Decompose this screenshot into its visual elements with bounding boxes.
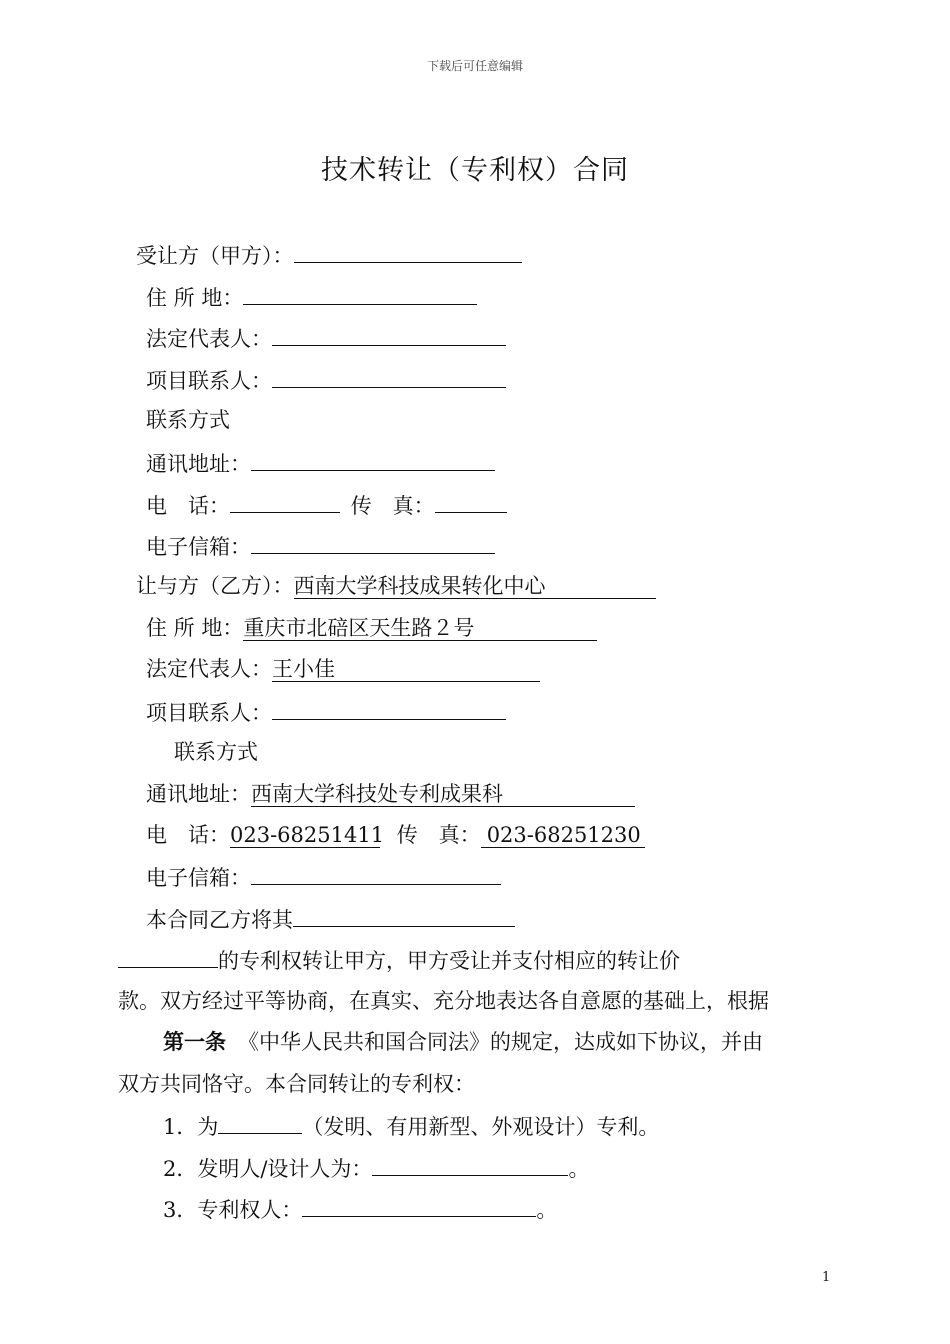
- party-b-legal-rep-label: 法定代表人：: [146, 657, 272, 681]
- patent-subject-field-cont[interactable]: [118, 945, 218, 968]
- party-a-address-line: [146, 282, 477, 312]
- party-b-name[interactable]: 西南大学科技成果转化中心: [294, 574, 656, 599]
- party-a-name-field[interactable]: [294, 240, 522, 263]
- party-a-address-label: 住 所 地：: [146, 286, 244, 310]
- party-a-project-contact-label: 项目联系人：: [146, 369, 272, 393]
- party-a-phone-line: [146, 490, 507, 520]
- party-b-phone-line: [146, 821, 645, 849]
- party-b-email-line: [146, 862, 501, 892]
- party-b-address[interactable]: 重庆市北碚区天生路２号: [243, 616, 597, 641]
- party-a-email-line: [146, 531, 495, 561]
- document-title: 技术转让（专利权）合同: [321, 155, 629, 186]
- party-b-line: [136, 572, 656, 600]
- party-b-mailing-label: 通讯地址：: [146, 782, 251, 806]
- item-1-prefix: 1．为: [163, 1115, 219, 1139]
- party-a-address-field[interactable]: [243, 282, 477, 305]
- party-a-mailing-field[interactable]: [251, 448, 495, 471]
- item-2-prefix: 2．发明人/设计人为：: [163, 1157, 373, 1181]
- page-header: 下载后可任意编辑: [426, 59, 523, 73]
- party-a-project-contact-field[interactable]: [272, 365, 506, 388]
- party-a-phone-label: 电 话：: [146, 494, 230, 518]
- item-1: [163, 1111, 659, 1141]
- party-b-mailing-line: [146, 780, 635, 808]
- party-a-contact-method: 联系方式: [146, 408, 230, 432]
- patent-holder-field[interactable]: [302, 1194, 536, 1217]
- party-b-legal-rep-line: [146, 655, 540, 683]
- party-b-project-contact-field[interactable]: [272, 697, 506, 720]
- party-a-legal-rep-label: 法定代表人：: [146, 327, 272, 351]
- party-b-mailing-address[interactable]: 西南大学科技处专利成果科: [251, 782, 635, 807]
- item-3-suffix: 。: [536, 1198, 558, 1222]
- party-b-legal-rep[interactable]: 王小佳: [272, 657, 540, 682]
- item-2: [163, 1153, 589, 1183]
- party-a-phone-field[interactable]: [230, 490, 340, 513]
- inventor-field[interactable]: [372, 1153, 568, 1176]
- party-b-email-label: 电子信箱：: [146, 866, 251, 890]
- body-p1-line2: 的专利权转让甲方，甲方受让并支付相应的转让价: [218, 949, 680, 973]
- party-a-label: 受让方（甲方）：: [136, 244, 294, 268]
- party-a-line: [136, 240, 522, 270]
- body-line-3: 款。双方经过平等协商，在真实、充分地表达各自意愿的基础上，根据: [118, 989, 769, 1013]
- party-a-fax-field[interactable]: [435, 490, 507, 513]
- party-a-mailing-line: [146, 448, 495, 478]
- body-line-4: [163, 1028, 763, 1056]
- party-a-email-field[interactable]: [251, 531, 495, 554]
- party-b-address-label: 住 所 地：: [146, 616, 244, 640]
- item-2-suffix: 。: [568, 1157, 590, 1181]
- party-a-legal-rep-field[interactable]: [272, 323, 506, 346]
- body-p1-line4: 《中华人民共和国合同法》的规定，达成如下协议，并由: [238, 1030, 763, 1054]
- body-line-2: [118, 945, 680, 975]
- party-b-project-contact-label: 项目联系人：: [146, 701, 272, 725]
- party-b-label: 让与方（乙方）：: [136, 574, 294, 598]
- item-3-prefix: 3．专利权人：: [163, 1198, 303, 1222]
- party-a-project-contact-line: [146, 365, 506, 395]
- patent-subject-field[interactable]: [293, 904, 515, 927]
- patent-type-field[interactable]: [218, 1111, 302, 1134]
- party-a-fax-label: 传 真：: [350, 494, 435, 518]
- body-line-5: 双方共同恪守。本合同转让的专利权：: [118, 1072, 475, 1096]
- party-b-phone-label: 电 话：: [146, 823, 230, 847]
- party-b-address-line: [146, 614, 597, 642]
- item-1-suffix: （发明、有用新型、外观设计）专利。: [302, 1115, 660, 1139]
- party-b-email-field[interactable]: [251, 862, 501, 885]
- party-b-fax[interactable]: 023-68251230: [481, 823, 645, 848]
- party-a-mailing-label: 通讯地址：: [146, 452, 251, 476]
- party-b-contact-method: 联系方式: [174, 740, 258, 764]
- body-p1-start: 本合同乙方将其: [146, 908, 293, 932]
- party-a-email-label: 电子信箱：: [146, 535, 251, 559]
- party-a-legal-rep-line: [146, 323, 506, 353]
- body-line-1: [146, 904, 515, 934]
- party-b-project-contact-line: [146, 697, 506, 727]
- party-b-phone[interactable]: 023-68251411: [230, 823, 385, 847]
- party-b-fax-label: 传 真：: [396, 823, 481, 847]
- article-1-label: 第一条: [163, 1030, 226, 1054]
- item-3: [163, 1194, 557, 1224]
- page-number: 1: [822, 1270, 831, 1285]
